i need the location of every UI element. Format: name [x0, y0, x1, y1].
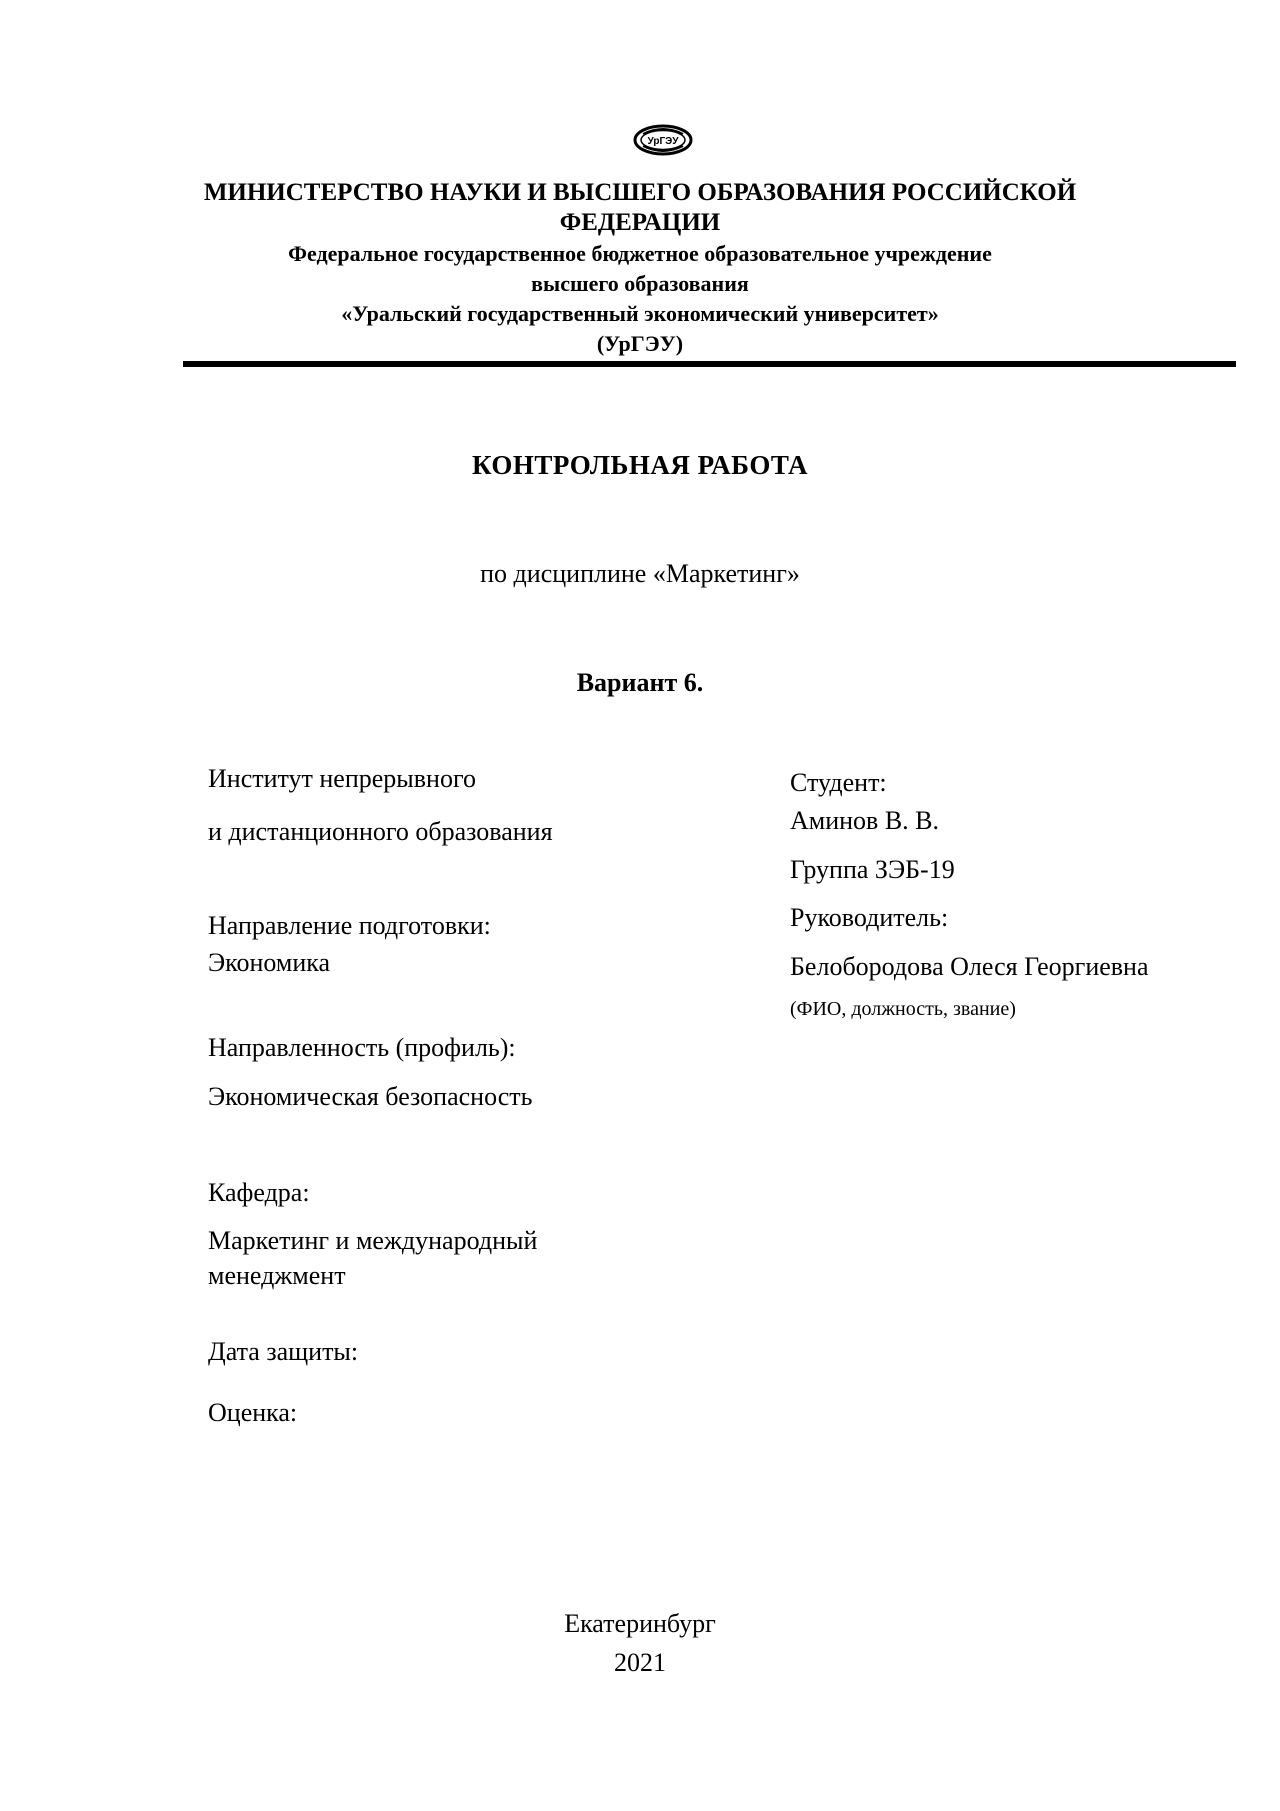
university-abbr: (УрГЭУ)	[596, 331, 684, 356]
direction-label: Направление подготовки:	[208, 911, 491, 940]
supervisor-label: Руководитель:	[790, 903, 949, 932]
institution-line-2: высшего образования	[531, 271, 749, 296]
university-name: «Уральский государственный экономический университет»	[341, 301, 939, 326]
department-value-line-2: менеджмент	[208, 1261, 346, 1290]
ministry-line-2: ФЕДЕРАЦИИ	[559, 209, 721, 236]
student-group: Группа ЗЭБ-19	[790, 855, 955, 884]
header-divider	[183, 361, 1236, 367]
supervisor-name: Белобородова Олеся Георгиевна	[790, 952, 1149, 981]
department-value-line-1: Маркетинг и международный	[208, 1226, 538, 1255]
variant-label: Вариант 6.	[576, 668, 704, 697]
defense-date-label: Дата защиты:	[208, 1337, 359, 1366]
profile-label: Направленность (профиль):	[208, 1033, 516, 1062]
institution-line-1: Федеральное государственное бюджетное образовательное учреждение	[288, 241, 992, 266]
grade-label: Оценка:	[208, 1398, 298, 1427]
student-label: Студент:	[790, 768, 887, 797]
direction-value: Экономика	[208, 948, 331, 977]
discipline-line: по дисциплине «Маркетинг»	[480, 559, 800, 588]
university-logo	[633, 124, 693, 156]
year: 2021	[614, 1648, 666, 1677]
profile-value: Экономическая безопасность	[208, 1082, 533, 1111]
student-name: Аминов В. В.	[790, 806, 940, 835]
department-label: Кафедра:	[208, 1178, 310, 1207]
logo-text: УрГЭУ	[647, 136, 679, 147]
supervisor-hint: (ФИО, должность, звание)	[790, 998, 1016, 1020]
institute-line-1: Институт непрерывного	[208, 764, 476, 793]
institute-line-2: и дистанционного образования	[208, 817, 553, 846]
city: Екатеринбург	[564, 1609, 716, 1638]
ministry-line-1: МИНИСТЕРСТВО НАУКИ И ВЫСШЕГО ОБРАЗОВАНИЯ РОССИЙСКОЙ	[203, 179, 1077, 206]
document-title: КОНТРОЛЬНАЯ РАБОТА	[472, 450, 808, 480]
